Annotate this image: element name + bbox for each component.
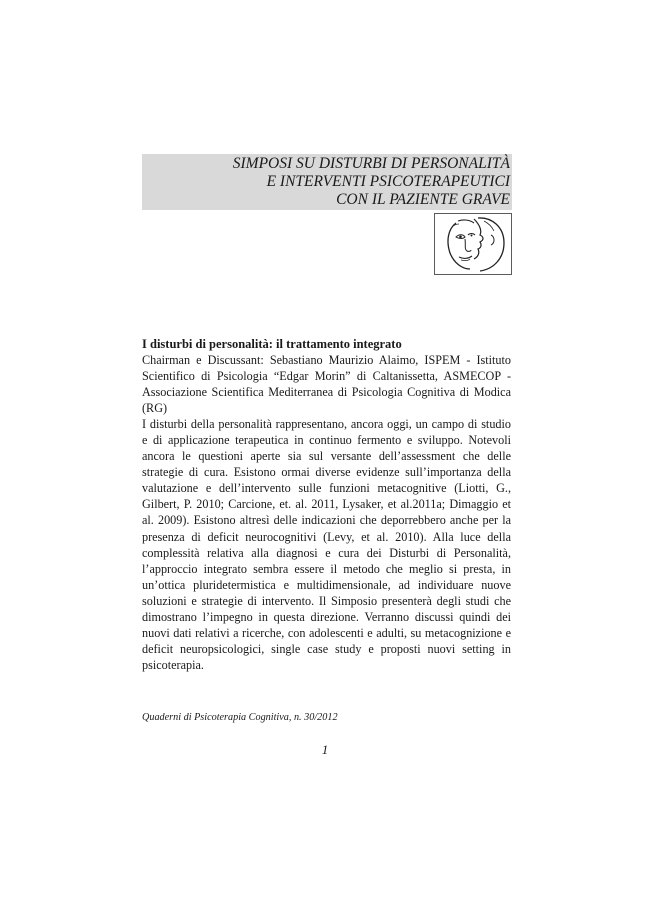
section-heading: I disturbi di personalità: il trattamento integrato — [142, 337, 402, 351]
body-text — [142, 352, 511, 673]
symposium-title-line-2: E INTERVENTI PSICOTERAPEUTICI — [266, 173, 510, 190]
symposium-title-line-3: CON IL PAZIENTE GRAVE — [336, 191, 510, 208]
journal-footer: Quaderni di Psicoterapia Cognitiva, n. 30/2012 — [142, 712, 338, 723]
face-profile-drawing-icon — [434, 213, 512, 275]
chairman-paragraph: Chairman e Discussant: Sebastiano Maurizio Alaimo, ISPEM - Istituto Scientifico di Psicologia “Edgar Morin” di Caltanissetta, ASMECOP - Associazione Scientifica Mediterranea di Psicologia Cognitiva di Modica (RG) — [142, 353, 511, 416]
abstract-paragraph: I disturbi della personalità rappresentano, ancora oggi, un campo di studio e di applicazione terapeutica in continuo fermento e sviluppo. Notevoli ancora le questioni aperte sia sul versante dell’assessment che delle strategie di cura. Esistono ormai diverse evidenze sull’importanza della valutazione e dell’intervento sulle funzioni metacognitive (Liotti, G., Gilbert, P. 2010; Carcione, et. al. 2011, Lysaker, et al.2011a; Dimaggio et al. 2009). Esistono altresì delle indicazioni che deporrebbero anche per la presenza di deficit neurocognitivi (Levy, et al. 2010). Alla luce della complessità relativa alla diagnosi e cura dei Disturbi di Personalità, l’approccio integrato sembra essere il metodo che meglio si presta, in un’ottica pluridetermistica e multidimensionale, ad individuare nuove soluzioni e strategie di intervento. Il Simposio presenterà degli studi che dimostrano l’impegno in questa direzione. Verranno discussi quindi dei nuovi dati relativi a ricerche, con adolescenti e adulti, su metacognizione e deficit neuropsicologici, single case study e proposti nuovi setting in psicoterapia. — [142, 417, 511, 672]
page-number: 1 — [321, 742, 329, 757]
symposium-title-line-1: SIMPOSI SU DISTURBI DI PERSONALITÀ — [232, 155, 510, 172]
